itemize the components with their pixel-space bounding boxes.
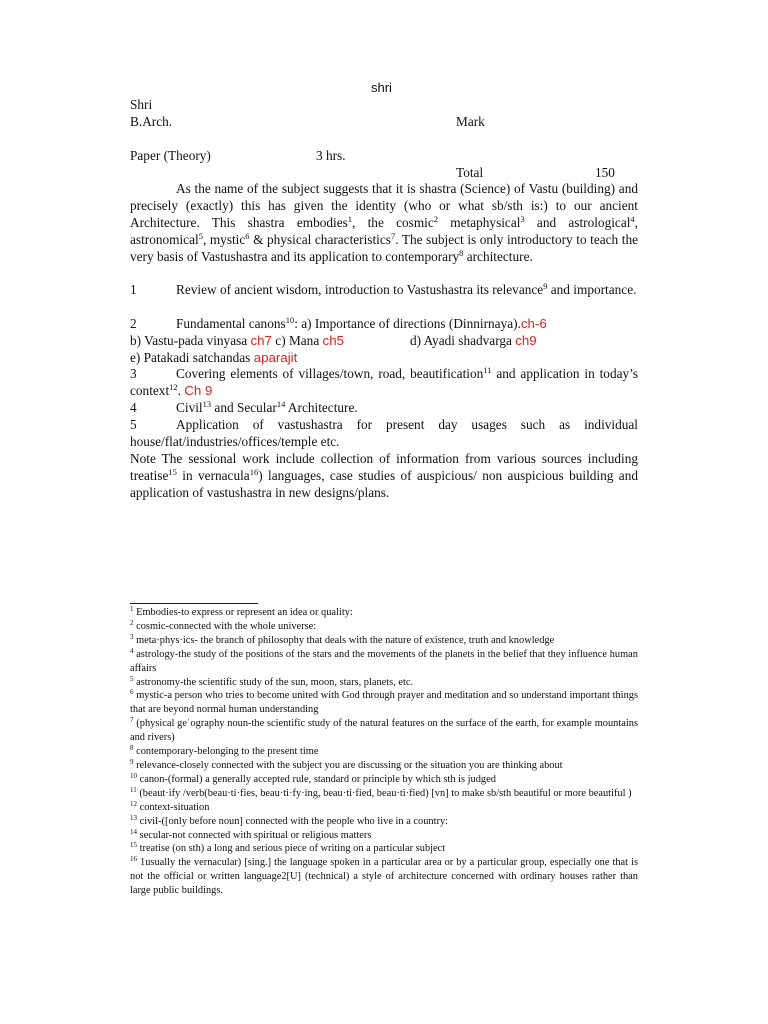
item-3-tail: and application in today’s context xyxy=(130,366,639,398)
intro-text-4: and astrological xyxy=(524,214,631,230)
item-4-text: Civil xyxy=(176,400,203,415)
fn-ref-3: 3 xyxy=(520,213,525,224)
footnote-text: treatise (on sth) a long and serious piece of writing on a particular subject xyxy=(137,843,446,855)
item-1-number: 1 xyxy=(130,282,137,297)
paper-label: Paper (Theory) xyxy=(130,148,211,163)
item-3-dot: . xyxy=(177,382,185,398)
intro-text-7: & physical characteristics xyxy=(249,231,391,247)
footnote-2 xyxy=(130,620,638,634)
item-1-text: Review of ancient wisdom, introduction to Vastushastra its relevance xyxy=(176,282,544,297)
footnote-16 xyxy=(130,856,638,898)
footnote-text: astronomy-the scientific study of the sun, moon, stars, planets, etc. xyxy=(133,676,414,688)
intro-text-3: metaphysical xyxy=(438,214,521,230)
footnote-text: meta·phys·ics- the branch of philosophy that deals with the nature of existence, truth and knowledge xyxy=(133,634,555,646)
item-2c-text: c) Mana xyxy=(271,333,323,348)
item-2e-chapter-ref: aparajit xyxy=(253,350,298,365)
footnote-1 xyxy=(130,606,638,620)
item-2-text: Fundamental canons xyxy=(176,316,286,331)
note-text-a: Note The sessional work include collection of information from various sources including treatise xyxy=(130,451,638,483)
mark-label: Mark xyxy=(456,114,485,129)
footnote-text: cosmic-connected with the whole universe: xyxy=(133,620,317,632)
item-3-text: Covering elements of villages/town, road, beautification xyxy=(176,366,484,381)
item-2b-chapter-ref: ch7 xyxy=(250,333,272,348)
syllabus-item-2 xyxy=(130,316,638,333)
fn-ref-6: 6 xyxy=(245,230,250,241)
syllabus-item-5 xyxy=(130,417,638,451)
footnote-4 xyxy=(130,648,638,676)
intro-text-8: . The subject is only introductory to teach the very basis of Vastushastra and its application to contemporary xyxy=(130,231,639,264)
footnote-number: 11 xyxy=(130,785,137,794)
syllabus-item-4 xyxy=(130,400,638,417)
intro-text-6: , mystic xyxy=(202,231,246,247)
item-3-chapter-ref: Ch 9 xyxy=(184,382,213,398)
footnote-number: 15 xyxy=(130,841,137,850)
shri-line: Shri xyxy=(130,97,153,112)
item-2d-line xyxy=(410,333,537,350)
footnote-text: context-situation xyxy=(137,801,210,813)
footnote-number: 9 xyxy=(130,757,134,766)
footnote-number: 3 xyxy=(130,632,134,641)
item-2c-chapter-ref: ch5 xyxy=(322,333,344,348)
intro-text-9: architecture. xyxy=(463,248,533,264)
footnote-number: 6 xyxy=(130,688,134,697)
fn-ref-8: 8 xyxy=(459,247,464,258)
fn-ref-11: 11 xyxy=(483,365,492,375)
item-1-tail: and importance. xyxy=(547,282,637,297)
intro-text-1: As the name of the subject suggests that it is shastra (Science) of Vastu (building) and precisely (exactly) this has given the identity (who or what sb/sth is:) to our ancient Architecture. This shastra embodies xyxy=(130,181,638,230)
note-text-b: in vernacula xyxy=(176,467,250,483)
footnote-number: 14 xyxy=(130,827,137,836)
fn-ref-1: 1 xyxy=(347,213,353,224)
footnote-number: 10 xyxy=(130,771,137,780)
barch-line: B.Arch. xyxy=(130,114,173,129)
fn-ref-10: 10 xyxy=(285,315,295,325)
footnote-text: mystic-a person who tries to become united with God through prayer and meditation and so understand important things that are beyond normal human understanding xyxy=(130,690,638,716)
top-title: shri xyxy=(371,80,392,95)
footnote-10 xyxy=(130,773,638,787)
fn-ref-13: 13 xyxy=(202,399,212,409)
fn-ref-2: 2 xyxy=(433,213,439,224)
total-value: 150 xyxy=(595,165,615,180)
footnote-14 xyxy=(130,829,638,843)
footnote-3 xyxy=(130,634,638,648)
footnote-text: 1usually the vernacular) [sing.] the language spoken in a particular area or by a particular group, especially one that is not the official or written language2[U] (technical) a style of architecture concerned with ordinary houses rather than large public buildings. xyxy=(130,857,638,897)
intro-paragraph xyxy=(130,181,638,266)
footnotes-list xyxy=(130,606,638,898)
footnote-text: secular-not connected with spiritual or religious matters xyxy=(137,829,372,841)
fn-ref-5: 5 xyxy=(198,230,203,241)
footnote-number: 4 xyxy=(130,646,134,655)
item-2d-text: d) Ayadi shadvarga xyxy=(410,333,516,348)
footnote-text: Embodies-to express or represent an idea or quality: xyxy=(133,607,353,618)
footnote-text: civil-([only before noun] connected with the people who live in a country: xyxy=(137,815,449,827)
footnote-13 xyxy=(130,815,638,829)
total-label: Total xyxy=(456,165,484,180)
syllabus-item-1 xyxy=(130,282,638,299)
footnote-number: 7 xyxy=(130,716,134,725)
item-2-number: 2 xyxy=(130,316,137,331)
footnote-9 xyxy=(130,759,638,773)
footnote-number: 8 xyxy=(130,744,134,753)
footnote-number: 2 xyxy=(130,618,134,627)
note-text-c: ) languages, case studies of auspicious/ non auspicious building and application of vastushastra in new designs/plans. xyxy=(130,467,638,500)
hours-label: 3 hrs. xyxy=(316,148,346,163)
footnote-number: 12 xyxy=(130,799,137,808)
fn-ref-4: 4 xyxy=(630,213,635,224)
footnote-text: astrology-the study of the positions of the stars and the movements of the planets in the belief that they influence human affairs xyxy=(130,648,638,674)
footnote-6 xyxy=(130,689,638,717)
item-2-chapter-ref: ch-6 xyxy=(520,316,547,331)
footnote-5 xyxy=(130,676,638,690)
item-5-number: 5 xyxy=(130,417,137,432)
intro-text-5: , astronomical xyxy=(130,214,638,247)
footnote-text: (beaut·ify /verb(beau·ti·fies, beau·ti·fy·ing, beau·ti·fied, beau·ti·fied) [vn] to make sb/sth beautiful or more beautiful ) xyxy=(136,787,632,799)
item-4-number: 4 xyxy=(130,400,137,415)
footnote-11 xyxy=(130,787,638,801)
footnote-7 xyxy=(130,717,638,745)
syllabus-item-3 xyxy=(130,366,638,400)
footnote-12 xyxy=(130,801,638,815)
footnote-text: (physical geˈography noun-the scientific study of the natural features on the surface of the earth, for example mountains and rivers) xyxy=(130,718,638,744)
item-4-mid: and Secular xyxy=(211,400,277,415)
fn-ref-9: 9 xyxy=(543,281,548,291)
item-2e-line xyxy=(130,350,297,367)
footnote-text: canon-(formal) a generally accepted rule, standard or principle by which sth is judged xyxy=(137,773,496,785)
fn-ref-14: 14 xyxy=(276,399,286,409)
fn-ref-16: 16 xyxy=(249,466,259,477)
item-2b-line xyxy=(130,333,344,350)
footnote-number: 1 xyxy=(130,605,134,613)
item-2d-chapter-ref: ch9 xyxy=(515,333,537,348)
item-4-tail: Architecture. xyxy=(285,400,358,415)
footnote-separator xyxy=(130,603,258,604)
item-2b-text: b) Vastu-pada vinyasa xyxy=(130,333,251,348)
footnote-text: relevance-closely connected with the subject you are discussing or the situation you are thinking about xyxy=(133,759,563,771)
intro-text-2: , the cosmic xyxy=(352,214,434,230)
footnote-number: 5 xyxy=(130,674,134,683)
item-2-tail: : a) Importance of directions (Dinnirnaya). xyxy=(294,316,521,331)
fn-ref-15: 15 xyxy=(168,466,177,477)
fn-ref-7: 7 xyxy=(390,230,396,241)
footnote-15 xyxy=(130,842,638,856)
footnote-number: 16 xyxy=(130,855,137,864)
item-3-number: 3 xyxy=(130,366,137,381)
footnote-number: 13 xyxy=(130,813,137,822)
sessional-note xyxy=(130,451,638,502)
item-2e-text: e) Patakadi satchandas xyxy=(130,350,254,365)
footnote-8 xyxy=(130,745,638,759)
footnote-text: contemporary-belonging to the present time xyxy=(133,746,319,758)
item-5-text: Application of vastushastra for present day usages such as individual house/flat/industries/offices/temple etc. xyxy=(130,417,638,449)
fn-ref-12: 12 xyxy=(169,381,178,392)
